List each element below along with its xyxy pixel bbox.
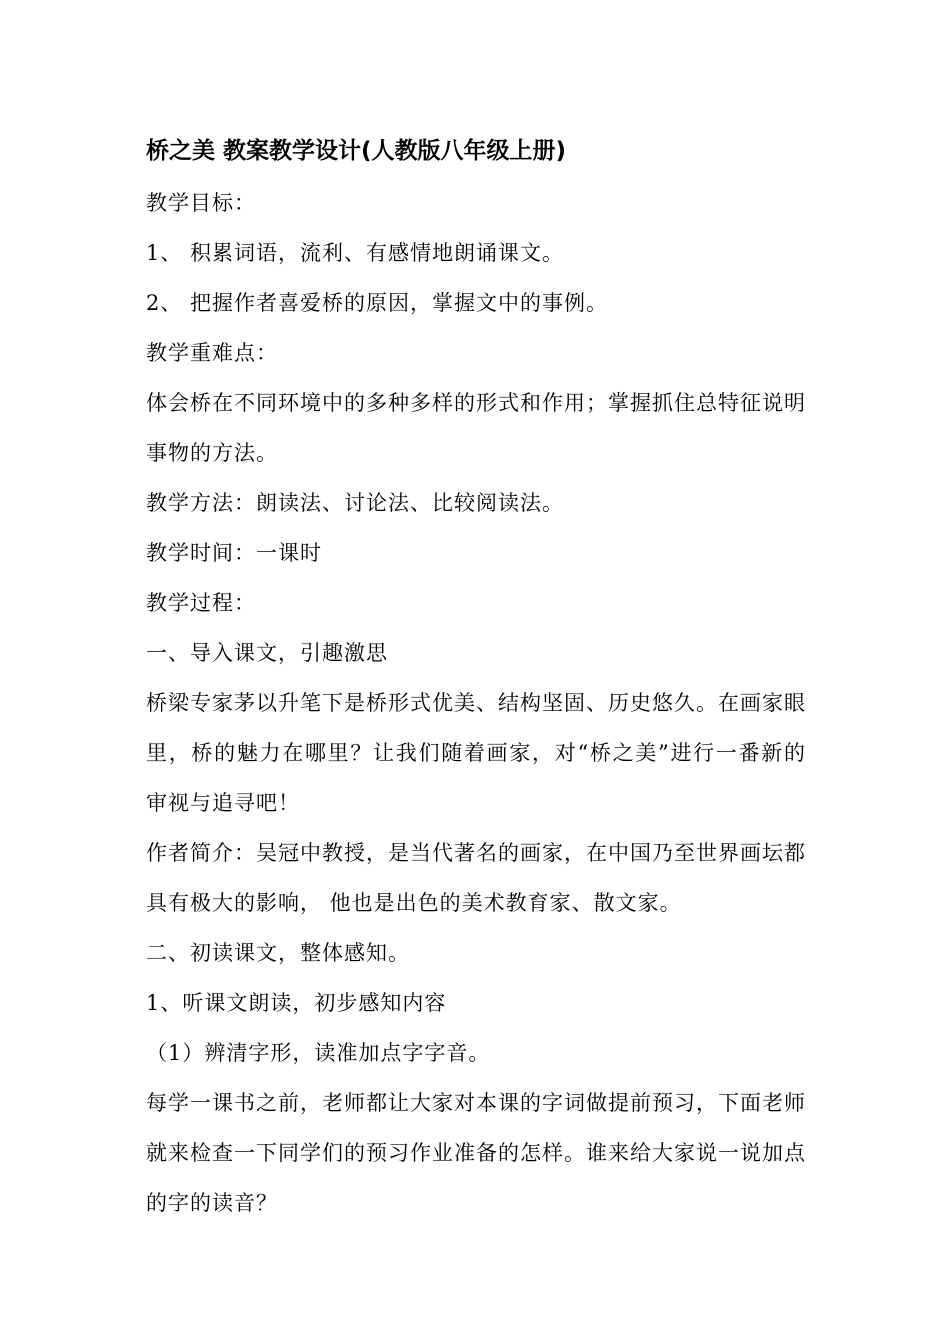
paragraph-section-2: 二、初读课文，整体感知。	[146, 941, 410, 965]
paragraph-process-heading: 教学过程：	[146, 591, 256, 615]
paragraph-objective-1: 1、 积累词语，流利、有感情地朗诵课文。	[146, 241, 565, 265]
document-title: 桥之美 教案教学设计(人教版八年级上册)	[146, 138, 567, 164]
paragraph-time: 教学时间：一课时	[146, 541, 322, 565]
paragraph-key-points-heading: 教学重难点：	[146, 341, 278, 365]
paragraph-key-points: 体会桥在不同环境中的多种多样的形式和作用；掌握抓住总特征说明事物的方法。	[146, 391, 806, 465]
paragraph-intro: 桥梁专家茅以升笔下是桥形式优美、结构坚固、历史悠久。在画家眼里，桥的魅力在哪里？让我们随着画家，对“桥之美”进行一番新的审视与追寻吧！	[146, 691, 806, 815]
paragraph-substep-1: （1）辨清字形，读准加点字字音。	[146, 1041, 491, 1065]
paragraph-section-1: 一、导入课文，引趣激思	[146, 641, 388, 665]
paragraph-methods: 教学方法：朗读法、讨论法、比较阅读法。	[146, 491, 564, 515]
paragraph-author: 作者简介：吴冠中教授，是当代著名的画家，在中国乃至世界画坛都具有极大的影响， 他也是出色的美术教育家、散文家。	[146, 841, 806, 915]
document-body	[146, 128, 806, 1228]
paragraph-step-1: 1、听课文朗读，初步感知内容	[146, 991, 447, 1015]
paragraph-objective-2: 2、 把握作者喜爱桥的原因，掌握文中的事例。	[146, 291, 609, 315]
paragraph-preview-check: 每学一课书之前，老师都让大家对本课的字词做提前预习，下面老师就来检查一下同学们的预习作业准备的怎样。谁来给大家说一说加点的字的读音？	[146, 1091, 806, 1215]
paragraph-objectives-heading: 教学目标：	[146, 191, 256, 215]
